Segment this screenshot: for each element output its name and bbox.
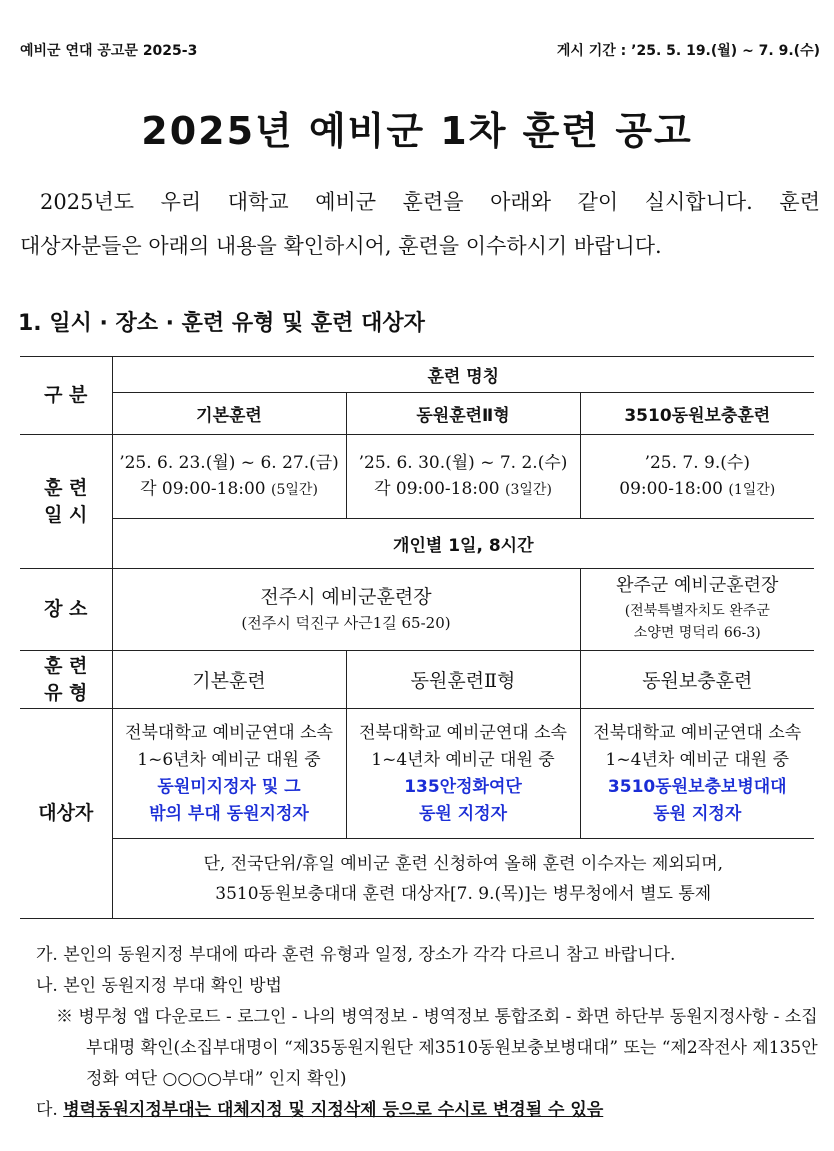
place-jeonju: 전주시 예비군훈련장 (전주시 덕진구 사근1길 65-20) (112, 569, 580, 651)
note-da: 다. 병력동원지정부대는 대체지정 및 지정삭제 등으로 수시로 변경될 수 있음 (36, 1100, 604, 1120)
posting-period: 게시 기간 : ’25. 5. 19.(월) ~ 7. 9.(수) (556, 43, 820, 59)
type-basic: 기본훈련 (112, 651, 346, 709)
individual-duration: 개인별 1일, 8시간 (112, 519, 814, 569)
type-supplement: 동원보충훈련 (580, 651, 814, 709)
note-ga: 가. 본인의 동원지정 부대에 따라 훈련 유형과 일정, 장소가 각각 다르니 참고 바랍니다. (36, 945, 676, 965)
section-1-title: 1. 일시 · 장소 · 훈련 유형 및 훈련 대상자 (18, 311, 425, 336)
intro-line-2: 대상자분들은 아래의 내용을 확인하시어, 훈련을 이수하시기 바랍니다. (20, 234, 662, 258)
target-basic: 전북대학교 예비군연대 소속 1~6년차 예비군 대원 중 동원미지정자 및 그 밖의 부대 동원지정자 (112, 709, 346, 839)
category-header: 구 분 (20, 357, 112, 435)
training-type-label: 훈 련 유 형 (20, 651, 112, 709)
column-3510-supplement: 3510동원보충훈련 (580, 393, 814, 435)
intro-paragraph (20, 180, 820, 268)
training-date-label: 훈 련 일 시 (20, 435, 112, 569)
notes-section (36, 940, 826, 1126)
target-exclusion-note: 단, 전국단위/휴일 예비군 훈련 신청하여 올해 훈련 이수자는 제외되며, 3510동원보충대대 훈련 대상자[7. 9.(목)]는 병무청에서 별도 통제 (112, 839, 814, 919)
date-cell-basic: ’25. 6. 23.(월) ~ 6. 27.(금) 각 09:00-18:00 (5일간) (112, 435, 346, 519)
place-label: 장 소 (20, 569, 112, 651)
note-na: 나. 본인 동원지정 부대 확인 방법 (36, 976, 282, 996)
column-mobilization-2: 동원훈련Ⅱ형 (346, 393, 580, 435)
place-wanju: 완주군 예비군훈련장 (전북특별자치도 완주군 소양면 명덕리 66-3) (580, 569, 814, 651)
training-name-header: 훈련 명칭 (112, 357, 814, 393)
notice-number: 예비군 연대 공고문 2025-3 (20, 43, 198, 59)
note-na-instructions: ※ 병무청 앱 다운로드 - 로그인 - 나의 병역정보 - 병역정보 통합조회 - 화면 하단부 동원지정사항 - 소집부대명 확인(소집부대명이 “제35동원지원단 제3510동원보충보병대대” 또는 “제2작전사 제135안정화 여단 ○○○○부대” 인지 확인) (56, 1007, 818, 1089)
target-label: 대상자 (20, 709, 112, 919)
target-3510: 전북대학교 예비군연대 소속 1~4년차 예비군 대원 중 3510동원보충보병대대 동원 지정자 (580, 709, 814, 839)
date-cell-mobilization-2: ’25. 6. 30.(월) ~ 7. 2.(수) 각 09:00-18:00 (3일간) (346, 435, 580, 519)
date-cell-3510: ’25. 7. 9.(수) 09:00-18:00 (1일간) (580, 435, 814, 519)
note-da-warning: 병력동원지정부대는 대체지정 및 지정삭제 등으로 수시로 변경될 수 있음 (63, 1100, 604, 1120)
intro-line-1: 2025년도 우리 대학교 예비군 훈련을 아래와 같이 실시합니다. 훈련 (40, 190, 820, 214)
page-title: 2025년 예비군 1차 훈련 공고 (141, 109, 693, 153)
column-basic: 기본훈련 (112, 393, 346, 435)
target-mobilization-2: 전북대학교 예비군연대 소속 1~4년차 예비군 대원 중 135안정화여단 동원 지정자 (346, 709, 580, 839)
type-mobilization-2: 동원훈련Ⅱ형 (346, 651, 580, 709)
training-schedule-table (20, 356, 814, 919)
